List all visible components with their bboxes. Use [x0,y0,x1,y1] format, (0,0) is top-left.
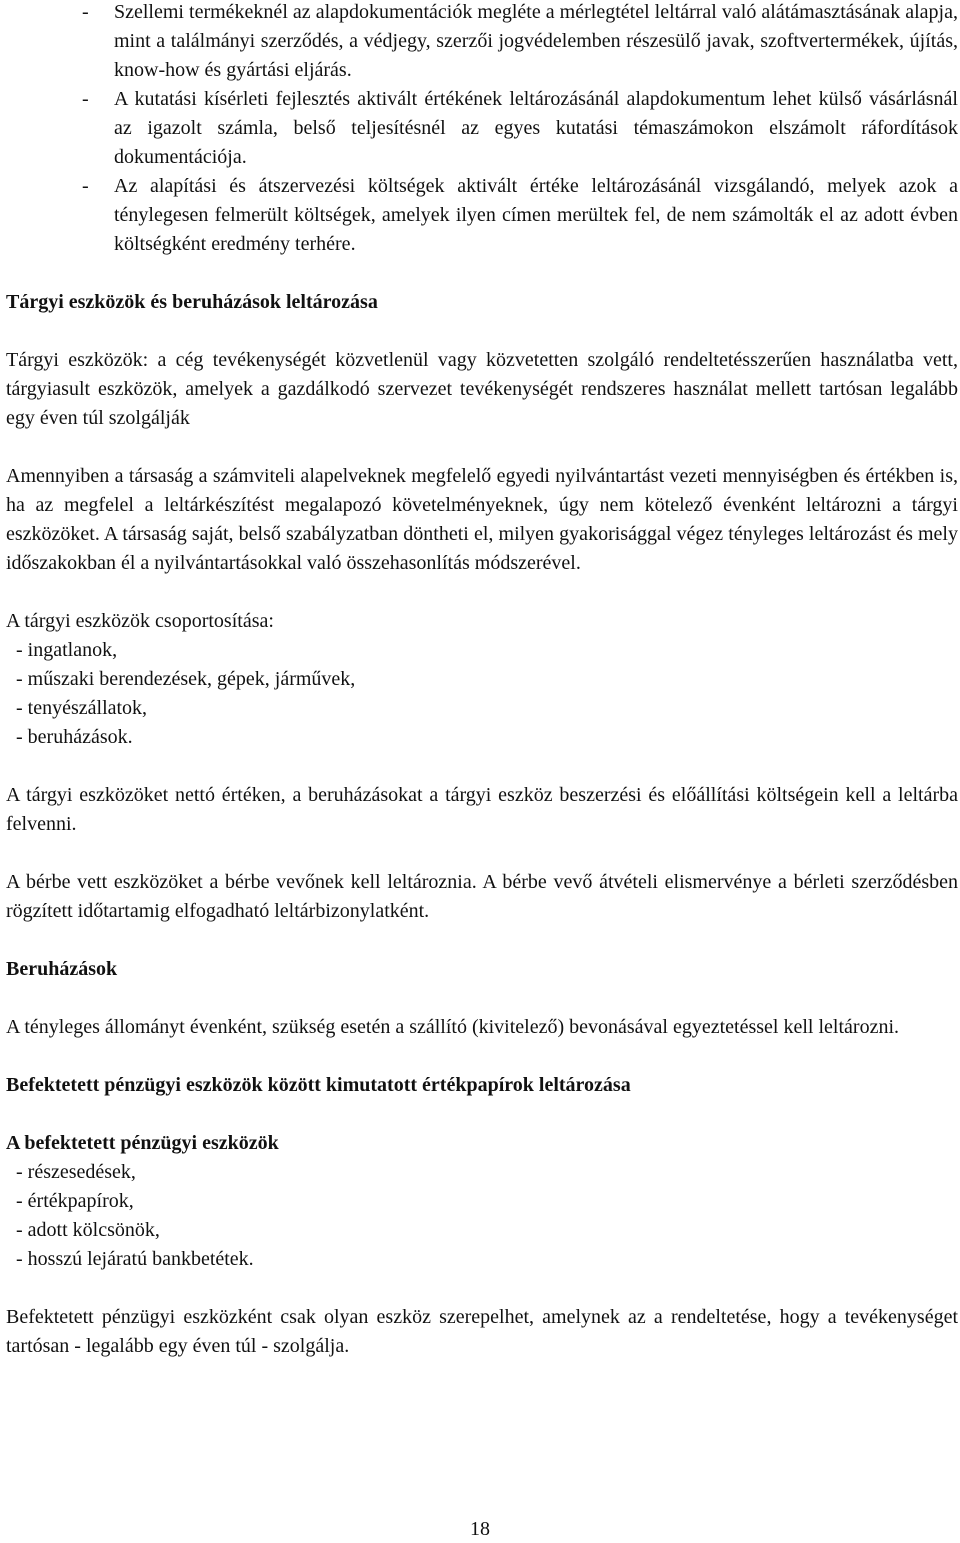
paragraph-financial-assets: Befektetett pénzügyi eszközként csak olyan eszköz szerepelhet, amelynek az a rendeltetése, hogy a tevékenységet tartósan - legalább egy éven túl - szolgálja. [6,1306,958,1357]
bullet-dash: - [82,1,89,23]
page-number: 18 [470,1518,490,1540]
paragraph-leased-assets: A bérbe vett eszközöket a bérbe vevőnek kell leltároznia. A bérbe vevő átvételi elismervénye a bérleti szerződésben rögzített időtartamig elfogadható leltárbizonylatként. [6,871,958,922]
bullet-text: Az alapítási és átszervezési költségek aktivált értéke leltározásánál vizsgálandó, melyek azok a ténylegesen felmerült költségek, amelyek ilyen címen merültek fel, de nem számolták el az adott évben költségként eredmény terhére. [114,175,958,255]
section-heading-tangible-assets: Tárgyi eszközök és beruházások leltározása [6,291,378,313]
paragraph-net-value: A tárgyi eszközöket nettó értéken, a beruházásokat a tárgyi eszköz beszerzési és előállítási költségein kell a leltárba felvenni. [6,784,958,835]
grouping-label: A tárgyi eszközök csoportosítása: [6,610,274,632]
bullet-list [6,0,958,259]
paragraph-definition: Tárgyi eszközök: a cég tevékenységét közvetlenül vagy közvetetten szolgáló rendeltetésszerűen használatba vett, tárgyiasult eszközök, amelyek a gazdálkodó szervezet tevékenységét rendszeres használat mellett tartósan legalább egy éven túl szolgálják [6,349,958,429]
section-heading-financial-assets: A befektetett pénzügyi eszközök [6,1132,279,1154]
document-page [6,0,958,1361]
bullet-item [6,85,958,172]
paragraph-records: Amennyiben a társaság a számviteli alapelveknek megfelelő egyedi nyilvántartást vezeti mennyiségben és értékben is, ha az megfelel a leltárkészítést megalapozó követelményeknek, úgy nem kötelező évenként leltározni a tárgyi eszközöket. A társaság saját, belső szabályzatban döntheti el, milyen gyakorisággal végez tényleges leltározást és mely időszakokban él a nyilvántartásokkal való összehasonlítás módszerével. [6,465,958,574]
list-item: - tenyészállatok, [16,697,148,719]
bullet-text: Szellemi termékeknél az alapdokumentációk megléte a mérlegtétel leltárral való alátámasztásának alapja, mint a találmányi szerződés, a védjegy, szerzői jogvédelemben részesülő javak, szoftvertermékek, újítás, know-how és gyártási eljárás. [114,1,958,81]
bullet-dash: - [82,175,89,197]
list-item: - ingatlanok, [16,639,118,661]
list-item: - értékpapírok, [16,1190,134,1212]
list-item: - műszaki berendezések, gépek, járművek, [16,668,356,690]
list-item: - adott kölcsönök, [16,1219,160,1241]
paragraph-investments: A tényleges állományt évenként, szükség esetén a szállító (kivitelező) bevonásával egyeztetéssel kell leltározni. [6,1016,899,1038]
bullet-text: A kutatási kísérleti fejlesztés aktivált értékének leltározásánál alapdokumentum lehet külső vásárlásnál az igazolt számla, belső teljesítésnél az egyes kutatási témaszámokon elszámolt ráfordítások dokumentációja. [114,88,958,168]
financial-list [6,1158,958,1274]
bullet-item [6,0,958,85]
section-heading-securities: Befektetett pénzügyi eszközök között kimutatott értékpapírok leltározása [6,1074,631,1096]
bullet-item [6,172,958,259]
bullet-dash: - [82,88,89,110]
section-heading-investments: Beruházások [6,958,118,980]
grouping-list [6,636,958,752]
list-item: - hosszú lejáratú bankbetétek. [16,1248,254,1270]
list-item: - részesedések, [16,1161,136,1183]
list-item: - beruházások. [16,726,133,748]
